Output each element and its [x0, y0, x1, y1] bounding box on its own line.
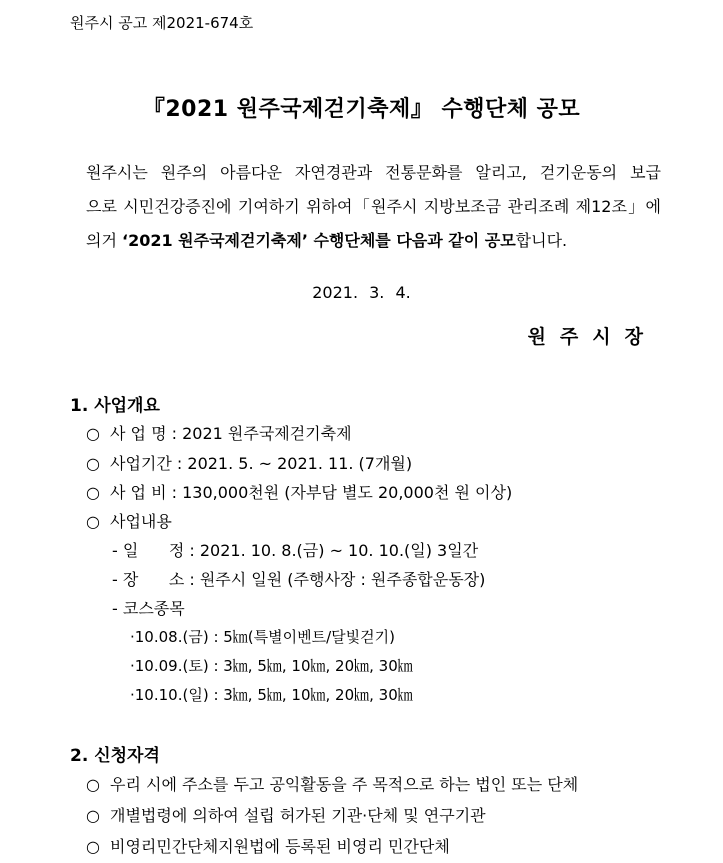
- course-item: ·10.10.(일) : 3㎞, 5㎞, 10㎞, 20㎞, 30㎞: [130, 686, 413, 704]
- intro-line-3: [86, 224, 661, 258]
- detail-schedule: - 일 정 : 2021. 10. 8.(금) ~ 10. 10.(일) 3일간: [112, 541, 479, 560]
- list-item-text: 비영리민간단체지원법에 등록된 비영리 민간단체: [110, 837, 450, 856]
- bullet-icon: ○: [86, 454, 100, 473]
- list-item-text: 개별법령에 의하여 설립 허가된 기관·단체 및 연구기관: [110, 806, 486, 825]
- bullet-icon: ○: [86, 775, 100, 794]
- detail-courses: - 코스종목: [112, 599, 185, 618]
- list-item-text: 사업내용: [110, 512, 172, 531]
- intro-line-3-prefix: 의거: [86, 231, 122, 250]
- notice-number: 원주시 공고 제2021-674호: [70, 14, 254, 32]
- list-item-text: 사 업 명 : 2021 원주국제걷기축제: [110, 424, 352, 443]
- list-item: [86, 509, 172, 532]
- bullet-icon: ○: [86, 837, 100, 856]
- bullet-icon: ○: [86, 512, 100, 531]
- page-title: 『2021 원주국제걷기축제』 수행단체 공모: [142, 97, 581, 122]
- detail-location: - 장 소 : 원주시 일원 (주행사장 : 원주종합운동장): [112, 570, 486, 589]
- bullet-icon: ○: [86, 483, 100, 502]
- bullet-icon: ○: [86, 424, 100, 443]
- section-2-heading: 2. 신청자격: [70, 746, 160, 766]
- intro-paragraph: [86, 156, 661, 258]
- list-item-text: 사업기간 : 2021. 5. ~ 2021. 11. (7개월): [110, 454, 413, 473]
- intro-line-3-bold: ‘2021 원주국제걷기축제’ 수행단체를 다음과 같이 공모: [122, 231, 516, 250]
- list-item: [86, 421, 352, 444]
- list-item-text: 우리 시에 주소를 두고 공익활동을 주 목적으로 하는 법인 또는 단체: [110, 775, 579, 794]
- list-item: [86, 451, 412, 474]
- list-item: [86, 834, 450, 857]
- intro-line-1: 원주시는 원주의 아름다운 자연경관과 전통문화를 알리고, 걷기운동의 보급: [86, 163, 661, 182]
- bullet-icon: ○: [86, 806, 100, 825]
- signer-name: 원주시장: [527, 326, 657, 348]
- course-item: ·10.08.(금) : 5㎞(특별이벤트/달빛걷기): [130, 628, 395, 646]
- list-item: [86, 772, 578, 795]
- course-item: ·10.09.(토) : 3㎞, 5㎞, 10㎞, 20㎞, 30㎞: [130, 657, 413, 675]
- notice-date: 2021. 3. 4.: [312, 283, 411, 302]
- section-1-heading: 1. 사업개요: [70, 396, 160, 416]
- list-item: [86, 803, 486, 826]
- list-item-text: 사 업 비 : 130,000천원 (자부담 별도 20,000천 원 이상): [110, 483, 513, 502]
- list-item: [86, 480, 512, 503]
- intro-line-3-suffix: 합니다.: [515, 231, 568, 250]
- intro-line-2: 으로 시민건강증진에 기여하기 위하여「원주시 지방보조금 관리조례 제12조」에: [86, 197, 661, 216]
